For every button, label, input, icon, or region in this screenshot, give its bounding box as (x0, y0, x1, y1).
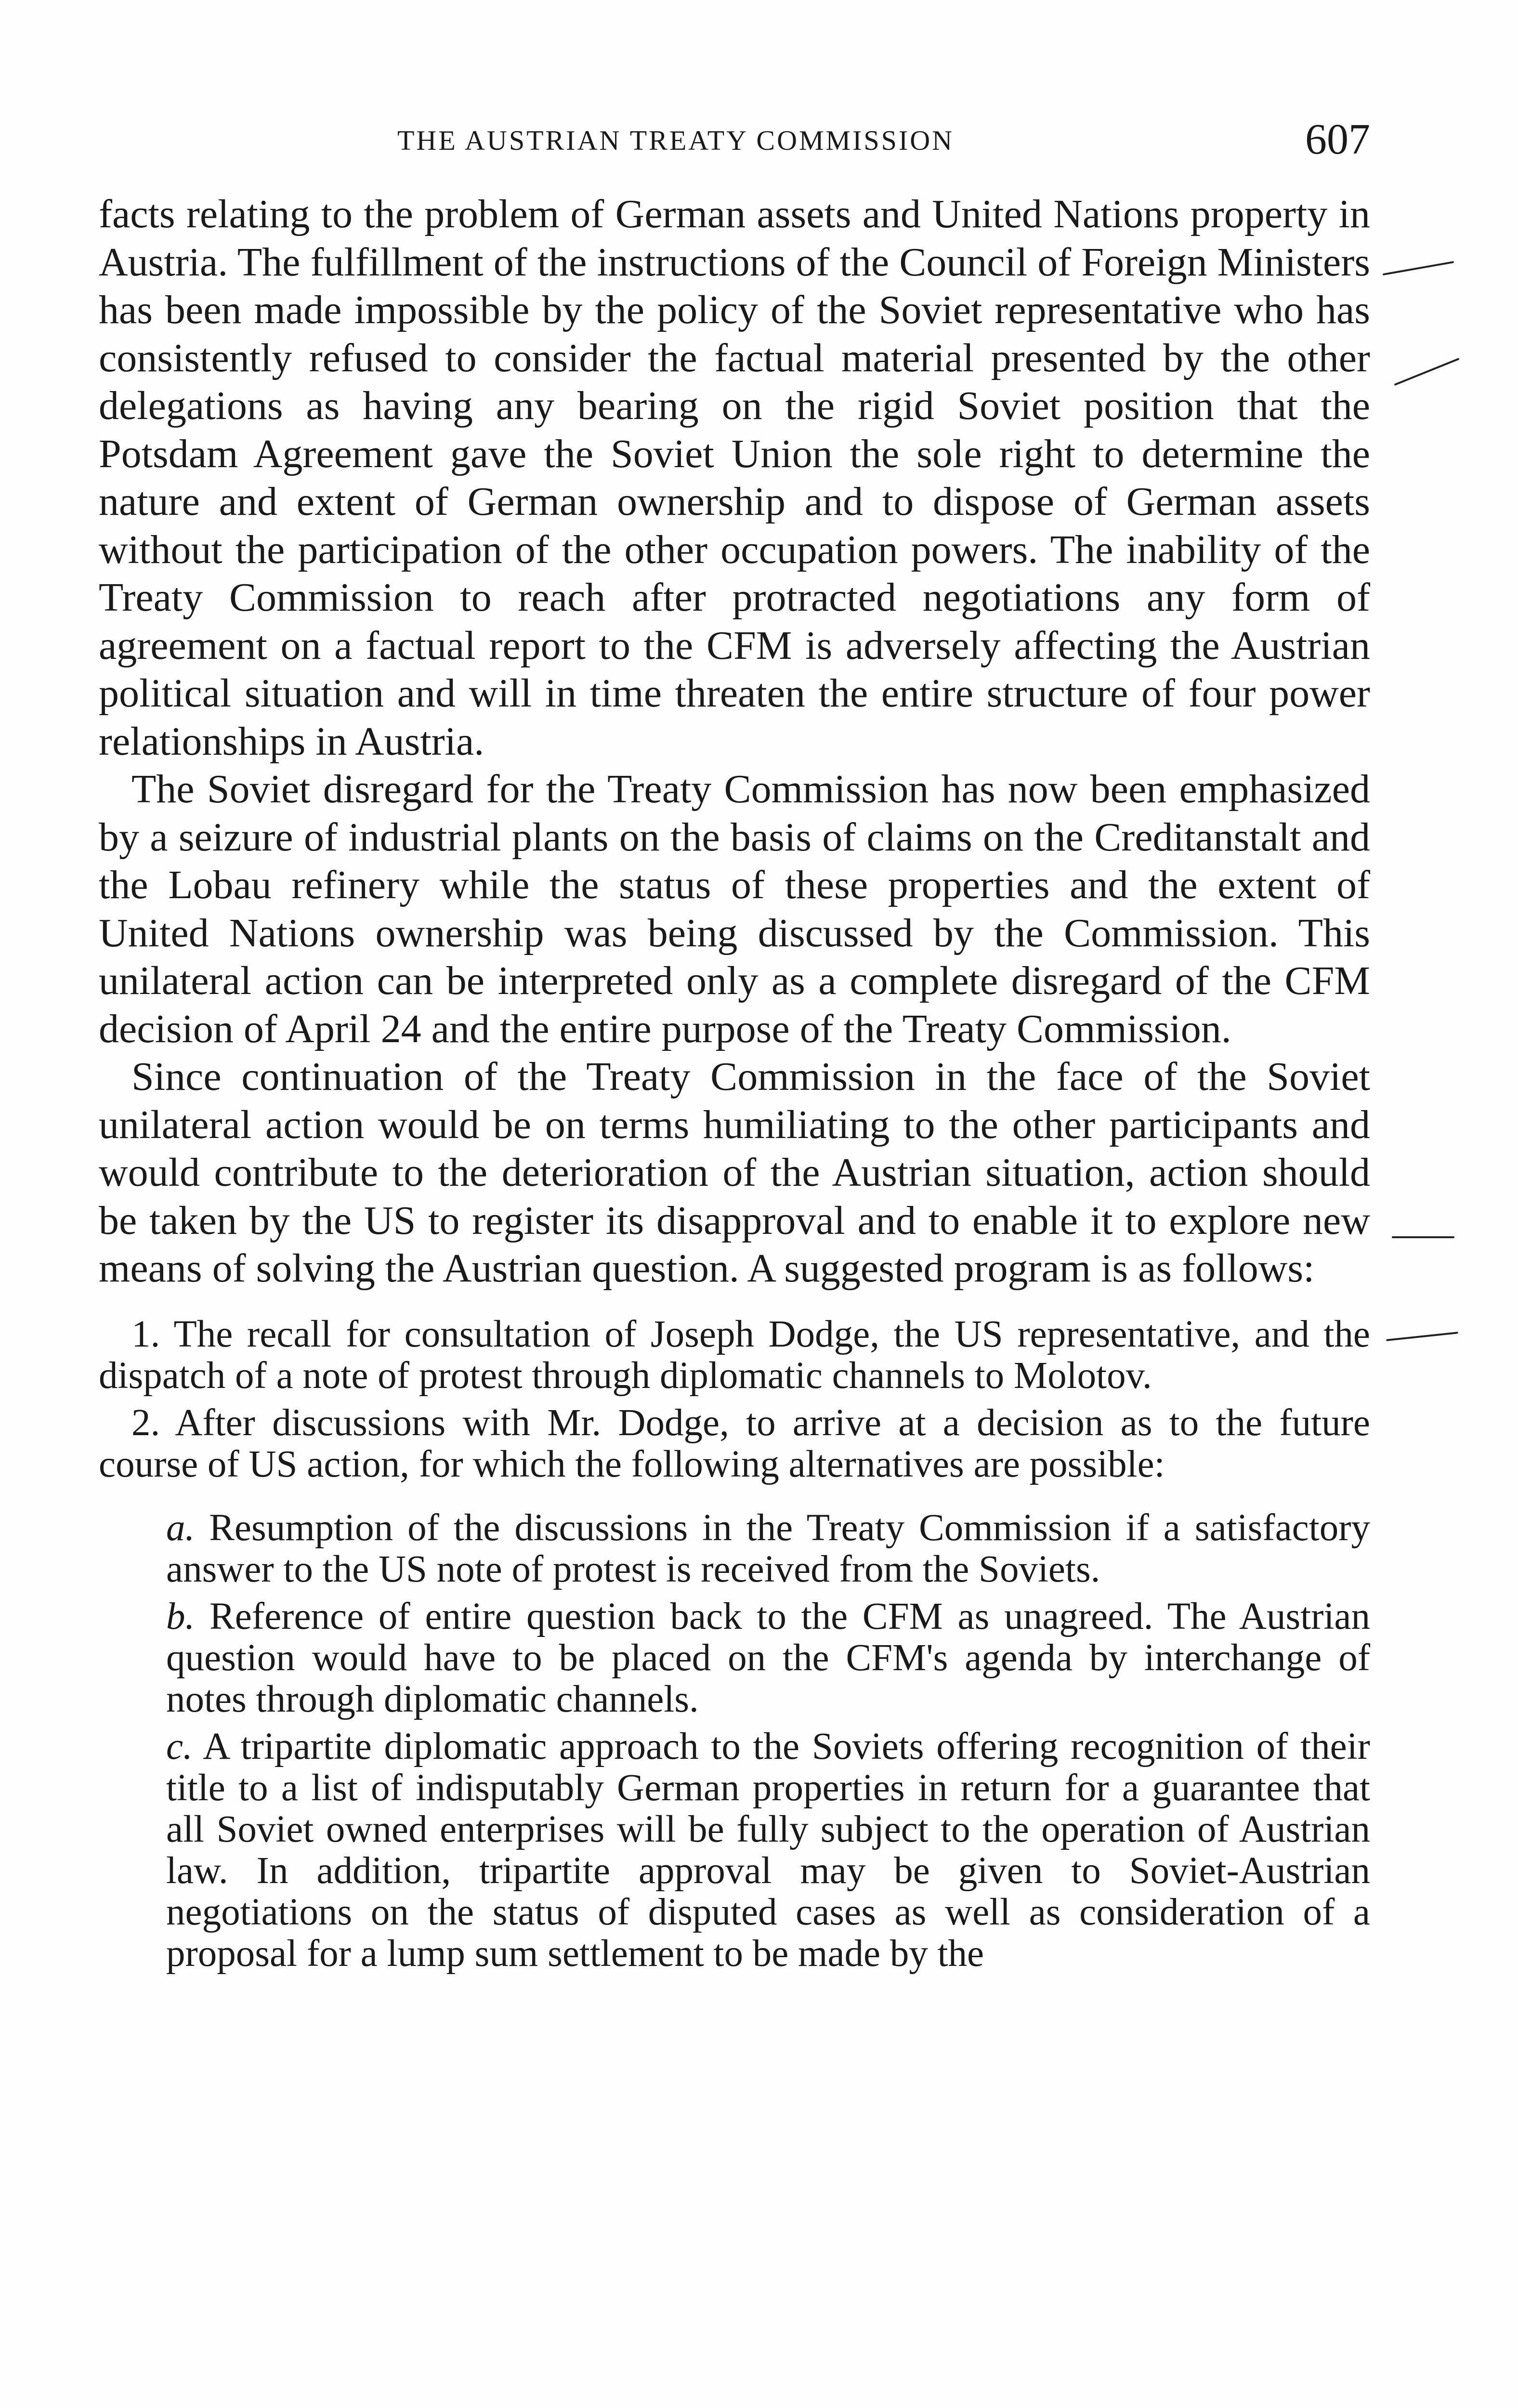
alternative-text: Resumption of the discussions in the Treaty Commission if a satisfactory answer to the US note of protest is received from the Soviets. (166, 1506, 1370, 1590)
alternative-text: Reference of entire question back to the CFM as unagreed. The Austrian question would have to be placed on the CFM's agenda by interchange of notes through diplomatic channels. (166, 1595, 1370, 1720)
paragraph: Since continuation of the Treaty Commission in the face of the Soviet unilateral action would be on terms humiliating to the other participants and would contribute to the deterioration of the Austrian situation, action should be taken by the US to register its disapproval and to enable it to explore new means of solving the Austrian question. A suggested program is as follows: (99, 1054, 1370, 1291)
paragraph: The Soviet disregard for the Treaty Commission has now been emphasized by a seizure of industrial plants on the basis of claims on the Creditanstalt and the Lobau refinery while the status of these properties and the extent of United Nations ownership was being discussed by the Commission. This unilateral action can be interpreted only as a complete disregard of the CFM decision of April 24 and the entire purpose of the Treaty Commission. (99, 767, 1370, 1051)
margin-mark (1392, 1236, 1454, 1238)
margin-mark (1383, 261, 1454, 275)
margin-mark (1386, 1332, 1458, 1341)
running-title: THE AUSTRIAN TREATY COMMISSION (397, 125, 955, 156)
page-number: 607 (1305, 116, 1370, 163)
alternative-item (99, 1726, 1370, 1975)
program-item: 1. The recall for consultation of Joseph Dodge, the US representative, and the dispatch of a note of protest through diplomatic channels to Molotov. (99, 1313, 1370, 1397)
program-item: 2. After discussions with Mr. Dodge, to arrive at a decision as to the future course of US action, for which the following alternatives are possible: (99, 1401, 1370, 1485)
page-header (99, 115, 1370, 168)
alternative-item (99, 1507, 1370, 1590)
page-body (99, 190, 1370, 1975)
alternative-letter: c. (166, 1725, 193, 1767)
alternative-text: A tripartite diplomatic approach to the Soviets offering recognition of their title to a list of indisputably German properties in return for a guarantee that all Soviet owned enterprises will be fully subject to the operation of Austrian law. In addition, tripartite approval may be given to Soviet-Austrian negotiations on the status of disputed cases as well as consideration of a proposal for a lump sum settlement to be made by the (166, 1725, 1370, 1975)
alternative-item (99, 1596, 1370, 1720)
alternative-letter: b. (166, 1595, 195, 1637)
alternative-letter: a. (166, 1506, 195, 1549)
paragraph: facts relating to the problem of German assets and United Nations property in Austria. The fulfillment of the instructions of the Council of Foreign Ministers has been made impossible by the policy of the Soviet representative who has consistently refused to consider the factual material presented by the other delegations as having any bearing on the rigid Soviet position that the Potsdam Agreement gave the Soviet Union the sole right to determine the nature and extent of German ownership and to dispose of German assets without the participation of the other occupation powers. The inability of the Treaty Commission to reach after protracted negotiations any form of agreement on a factual report to the CFM is adversely affecting the Austrian political situation and will in time threaten the entire structure of four power relationships in Austria. (99, 192, 1370, 764)
margin-mark (1394, 358, 1460, 386)
